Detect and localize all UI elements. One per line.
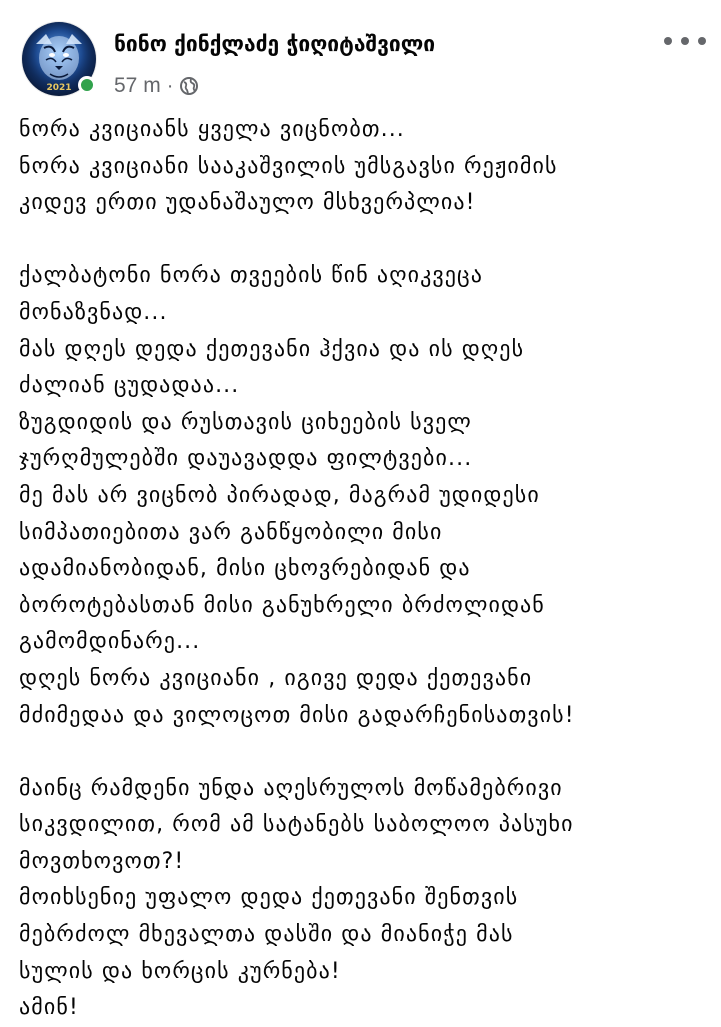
post-text-line: ქალბატონი ნორა თვეების წინ აღიკვეცა: [19, 263, 483, 289]
post-text-line: მოვთხოვოთ?!: [19, 848, 185, 874]
online-status-dot: [78, 76, 96, 94]
more-options-icon[interactable]: [664, 28, 706, 54]
post-text-line: ნორა კვიციანი სააკაშვილის უმსგავსი რეჟიმის: [19, 153, 558, 179]
avatar-year-label: 2021: [46, 83, 72, 93]
post-meta: [114, 74, 199, 98]
post-text-line: მოიხსენიე უფალო დედა ქეთევანი შენთვის: [19, 885, 519, 911]
author-name-link[interactable]: ნინო ქინქლაძე ჭიღიტაშვილი: [114, 32, 436, 56]
post-text-line: სიკვდილით, რომ ამ სატანებს საბოლოო პასუხი: [19, 812, 574, 838]
post-text-line: მას დღეს დედა ქეთევანი ჰქვია და ის დღეს: [19, 336, 525, 362]
globe-icon[interactable]: [179, 76, 199, 96]
post-text-line: გამომდინარე...: [19, 629, 201, 655]
post-text-line: მებრძოლ მხევალთა დასში და მიანიჭე მას: [19, 922, 514, 948]
post-text-line: სულის და ხორცის კურნება!: [19, 958, 341, 984]
post-text: [19, 112, 709, 1027]
post-text-line: მე მას არ ვიცნობ პირადად, მაგრამ უდიდესი: [19, 482, 540, 508]
post-text-line: ჯურღმულებში დაუავადდა ფილტვები...: [19, 446, 473, 472]
post-text-line: ამინ!: [19, 995, 79, 1021]
post-text-line: მონაზვნად...: [19, 299, 168, 325]
meta-separator: ·: [166, 74, 174, 97]
post-text-line: ბოროტებასთან მისი განუხრელი ბრძოლიდან: [19, 592, 545, 618]
paragraph-spacer: [19, 222, 709, 259]
post-text-line: სიმპათიებითა ვარ განწყობილი მისი: [19, 519, 443, 545]
more-dot: [664, 37, 672, 45]
post-text-line: მძიმედაა და ვილოცოთ მისი გადარჩენისათვის!: [19, 702, 575, 728]
post-text-line: ზუგდიდის და რუსთავის ციხეების სველ: [19, 409, 472, 435]
post-text-line: ადამიანობიდან, მისი ცხოვრებიდან და: [19, 556, 471, 582]
post-header: [0, 0, 721, 110]
post-text-line: დღეს ნორა კვიციანი , იგივე დედა ქეთევანი: [19, 665, 533, 691]
paragraph-spacer: [19, 734, 709, 771]
more-dot: [698, 37, 706, 45]
post-text-line: მაინც რამდენი უნდა აღესრულოს მოწამებრივი: [19, 775, 563, 801]
post-text-line: ძალიან ცუდადაა...: [19, 373, 240, 399]
more-dot: [681, 37, 689, 45]
post-text-line: კიდევ ერთი უდანაშაულო მსხვერპლია!: [19, 190, 476, 216]
post-timestamp-link[interactable]: 57 m: [114, 74, 161, 97]
post-text-line: ნორა კვიციანს ყველა ვიცნობთ...: [19, 117, 405, 142]
